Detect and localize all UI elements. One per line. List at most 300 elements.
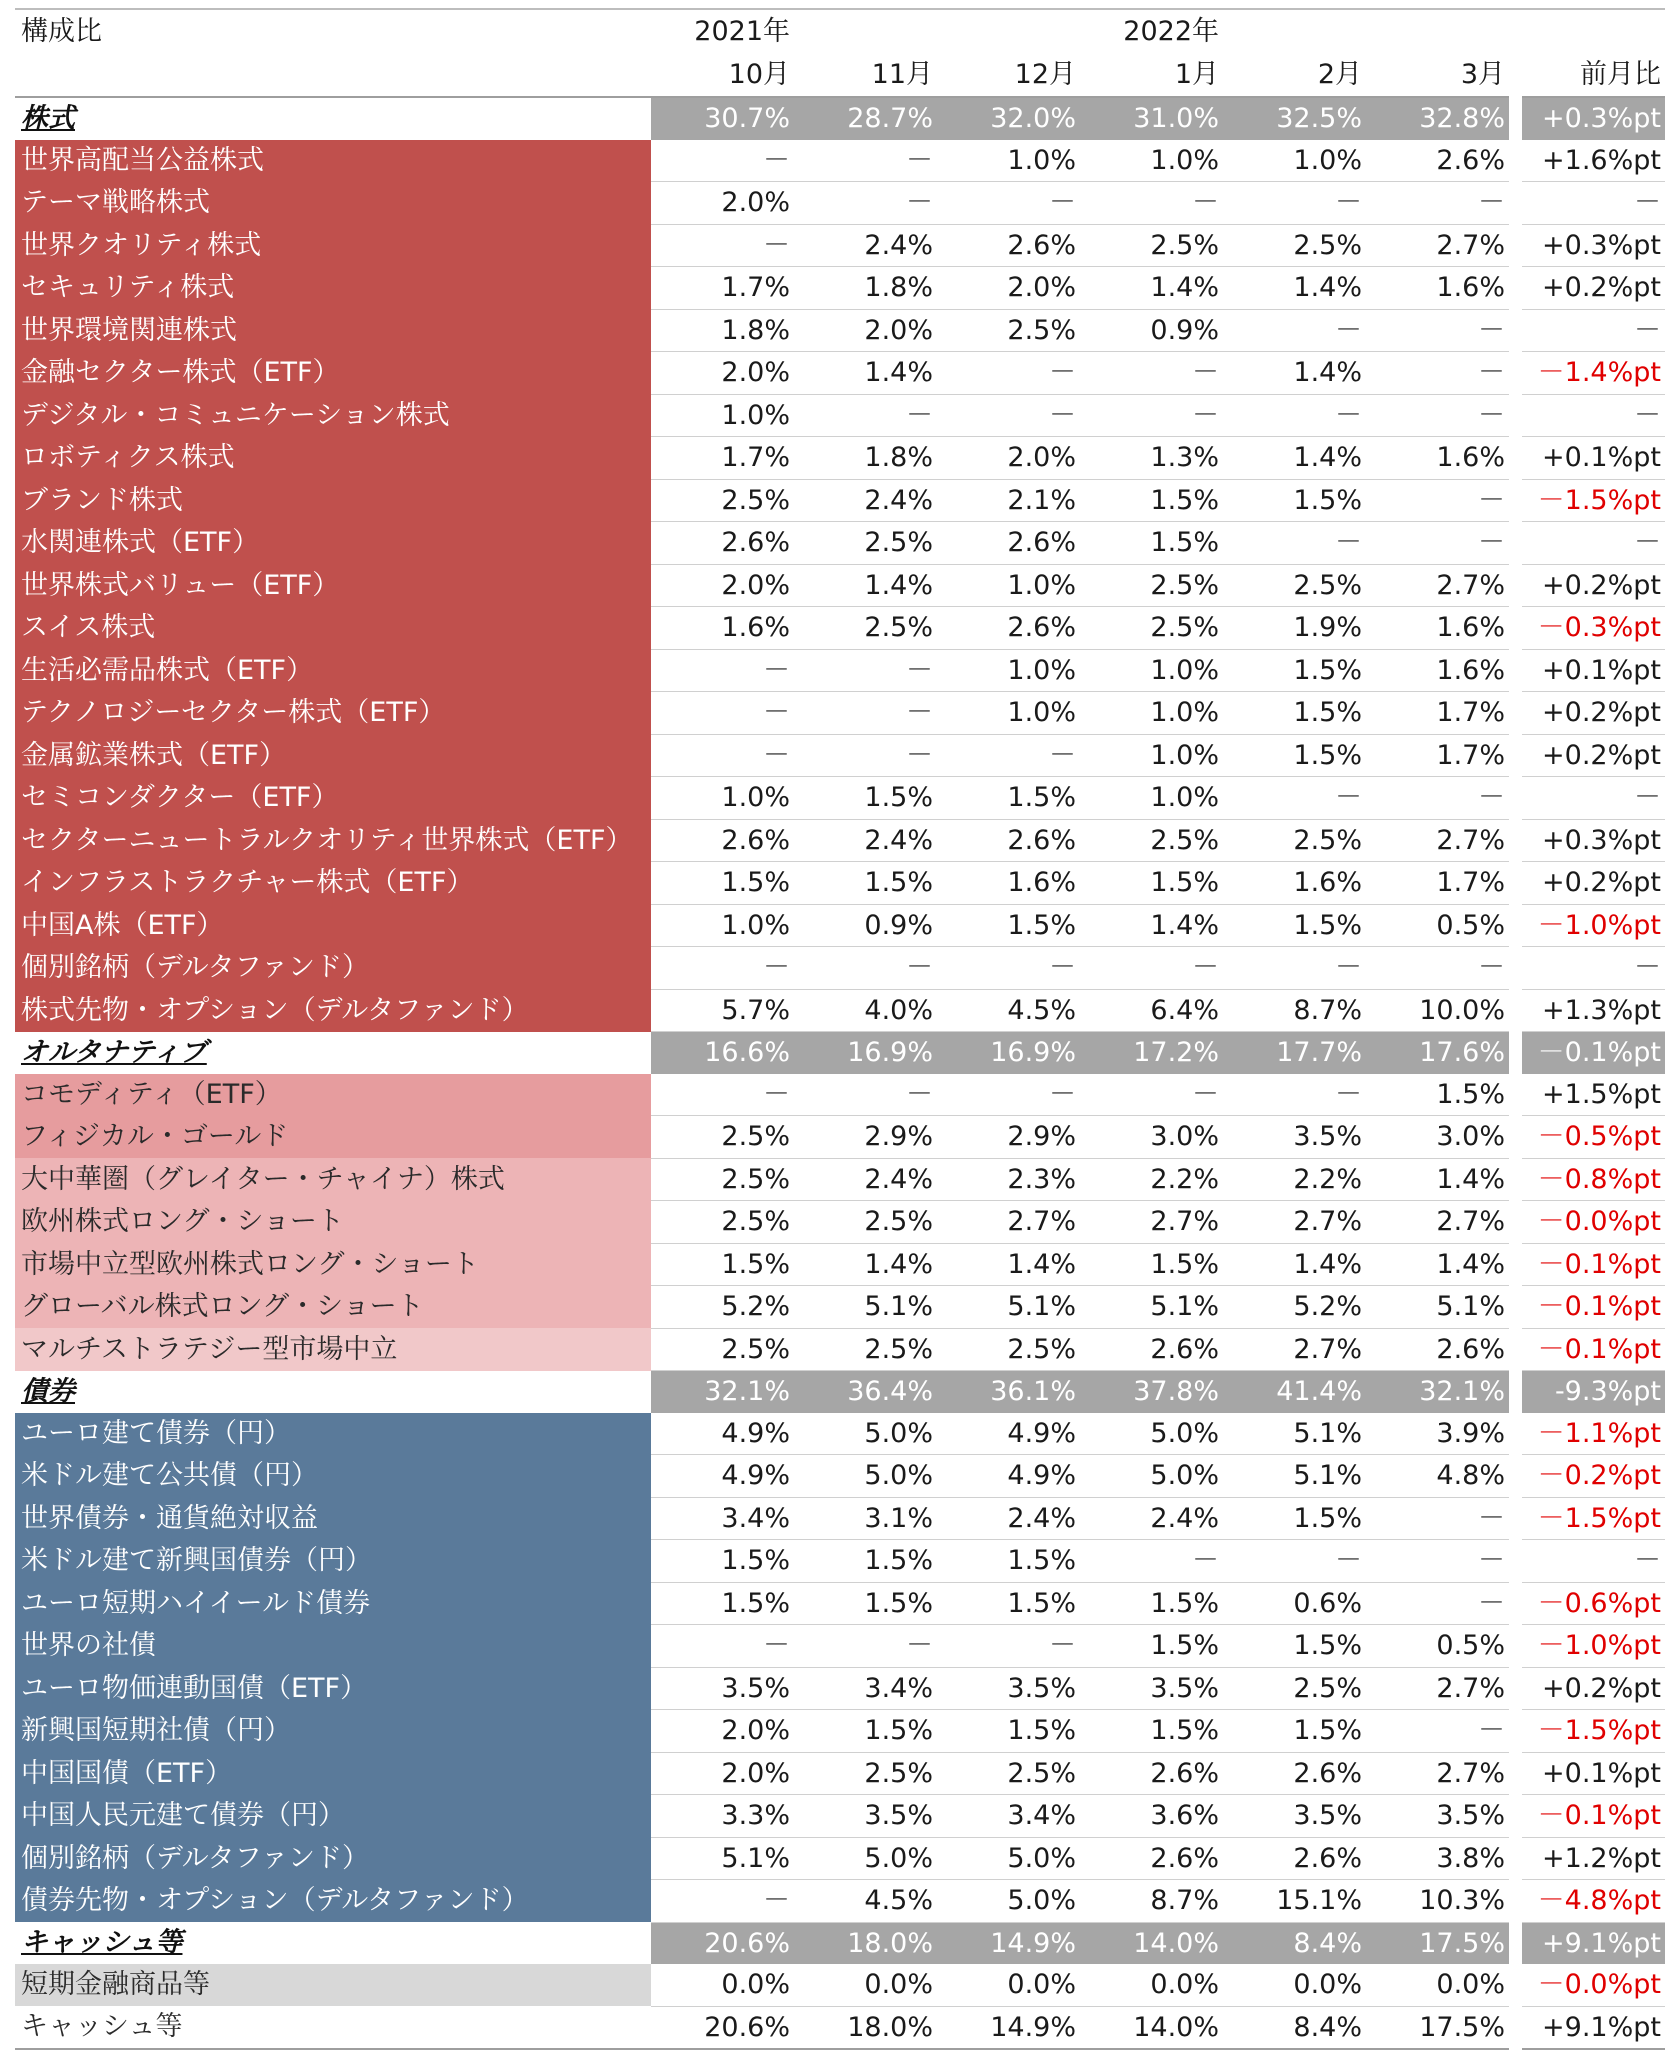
column-gap <box>1509 1795 1522 1838</box>
table-row <box>15 1116 1665 1159</box>
fund-value: 2.5% <box>651 479 794 522</box>
month-header: 3月 <box>1366 53 1509 97</box>
table-row <box>15 947 1665 990</box>
column-gap <box>1509 904 1522 947</box>
column-gap <box>1509 394 1522 437</box>
fund-diff: －0.1%pt <box>1522 1286 1665 1329</box>
fund-value: 1.4% <box>1223 267 1366 310</box>
category-value: 17.2% <box>1080 1032 1223 1074</box>
fund-value: 2.9% <box>794 1116 937 1159</box>
allocation-table <box>15 8 1665 2050</box>
fund-value: － <box>1080 947 1223 990</box>
fund-label: 世界債券・通貨絶対収益 <box>15 1497 651 1540</box>
header-row-years <box>15 9 1665 53</box>
fund-label: 世界クオリティ株式 <box>15 224 651 267</box>
fund-value: 2.6% <box>651 522 794 565</box>
table-row <box>15 989 1665 1032</box>
fund-value: 2.6% <box>937 522 1080 565</box>
fund-value: 5.1% <box>937 1286 1080 1329</box>
fund-value: 2.5% <box>1080 819 1223 862</box>
column-gap <box>1509 1582 1522 1625</box>
month-header: 1月 <box>1080 53 1223 97</box>
category-label: 債券 <box>15 1371 651 1413</box>
fund-label: セクターニュートラルクオリティ世界株式（ETF） <box>15 819 651 862</box>
fund-value: － <box>937 734 1080 777</box>
fund-value: － <box>1223 1540 1366 1583</box>
fund-value: 2.5% <box>794 1201 937 1244</box>
fund-label: 市場中立型欧州株式ロング・ショート <box>15 1243 651 1286</box>
column-gap <box>1509 1837 1522 1880</box>
fund-value: 5.1% <box>1223 1413 1366 1455</box>
fund-value: 2.7% <box>1366 819 1509 862</box>
fund-value: － <box>651 1880 794 1923</box>
fund-value: － <box>651 1074 794 1116</box>
fund-value: 1.7% <box>651 267 794 310</box>
fund-value: 3.5% <box>651 1667 794 1710</box>
fund-value: 5.1% <box>1366 1286 1509 1329</box>
table-row <box>15 2006 1665 2049</box>
category-value: 16.6% <box>651 1032 794 1074</box>
fund-value: 3.4% <box>651 1497 794 1540</box>
fund-value: 1.0% <box>937 564 1080 607</box>
fund-value: － <box>1366 1540 1509 1583</box>
fund-value: 4.9% <box>937 1455 1080 1498</box>
fund-label: 水関連株式（ETF） <box>15 522 651 565</box>
fund-value: 2.7% <box>1223 1328 1366 1371</box>
fund-value: － <box>1366 1497 1509 1540</box>
fund-diff: +0.3%pt <box>1522 224 1665 267</box>
table-row <box>15 1540 1665 1583</box>
fund-diff: －0.1%pt <box>1522 1328 1665 1371</box>
fund-value: 2.6% <box>1223 1837 1366 1880</box>
fund-diff: +9.1%pt <box>1522 2006 1665 2049</box>
category-row <box>15 97 1665 140</box>
category-diff: －0.1%pt <box>1522 1032 1665 1074</box>
fund-label: 中国国債（ETF） <box>15 1752 651 1795</box>
fund-value: 2.5% <box>1223 1667 1366 1710</box>
fund-label: 中国A株（ETF） <box>15 904 651 947</box>
fund-value: 1.5% <box>1223 734 1366 777</box>
fund-value: 1.6% <box>937 862 1080 905</box>
column-gap <box>1509 1540 1522 1583</box>
fund-value: 1.6% <box>1223 862 1366 905</box>
table-row <box>15 352 1665 395</box>
fund-value: 14.0% <box>1080 2006 1223 2049</box>
fund-diff: －1.1%pt <box>1522 1413 1665 1455</box>
fund-diff: － <box>1522 777 1665 820</box>
fund-value: 2.7% <box>1366 224 1509 267</box>
category-diff: +0.3%pt <box>1522 97 1665 140</box>
fund-value: 0.5% <box>1366 1625 1509 1668</box>
fund-value: 1.3% <box>1080 437 1223 480</box>
fund-value: － <box>1366 479 1509 522</box>
fund-value: 2.7% <box>1366 1667 1509 1710</box>
fund-value: － <box>1366 777 1509 820</box>
table-title: 構成比 <box>15 9 651 53</box>
column-gap <box>1509 1158 1522 1201</box>
fund-value: 2.4% <box>794 819 937 862</box>
column-gap <box>1509 777 1522 820</box>
fund-diff: －0.0%pt <box>1522 1964 1665 2006</box>
fund-value: － <box>794 692 937 735</box>
fund-label: 短期金融商品等 <box>15 1964 651 2006</box>
fund-value: 2.0% <box>651 1710 794 1753</box>
fund-value: 5.2% <box>651 1286 794 1329</box>
fund-value: － <box>1080 182 1223 225</box>
column-gap <box>1509 734 1522 777</box>
fund-value: 4.9% <box>651 1455 794 1498</box>
table-row <box>15 1625 1665 1668</box>
fund-value: 1.0% <box>651 904 794 947</box>
column-gap <box>1509 1116 1522 1159</box>
fund-value: － <box>794 140 937 182</box>
fund-value: 1.4% <box>1366 1243 1509 1286</box>
fund-value: 1.0% <box>1223 140 1366 182</box>
fund-value: 3.0% <box>1366 1116 1509 1159</box>
fund-value: 2.5% <box>1223 224 1366 267</box>
fund-value: 1.7% <box>1366 692 1509 735</box>
fund-diff: +0.2%pt <box>1522 564 1665 607</box>
fund-label: テーマ戦略株式 <box>15 182 651 225</box>
fund-value: 2.0% <box>651 182 794 225</box>
fund-value: 1.5% <box>1080 522 1223 565</box>
fund-value: 2.6% <box>1080 1837 1223 1880</box>
column-gap <box>1509 1752 1522 1795</box>
fund-value: 3.5% <box>1223 1795 1366 1838</box>
fund-value: 1.0% <box>1080 777 1223 820</box>
column-gap <box>1509 1074 1522 1116</box>
fund-diff: +0.3%pt <box>1522 819 1665 862</box>
category-value: 14.9% <box>937 1922 1080 1964</box>
column-gap <box>1509 1922 1522 1964</box>
table-row <box>15 1074 1665 1116</box>
fund-value: 1.5% <box>651 862 794 905</box>
fund-value: 1.0% <box>651 394 794 437</box>
fund-value: 0.0% <box>1080 1964 1223 2006</box>
fund-value: 4.5% <box>937 989 1080 1032</box>
fund-value: 3.4% <box>937 1795 1080 1838</box>
fund-value: 5.1% <box>1080 1286 1223 1329</box>
fund-value: 10.0% <box>1366 989 1509 1032</box>
fund-value: 1.7% <box>651 437 794 480</box>
fund-value: － <box>651 692 794 735</box>
fund-value: 2.6% <box>1080 1328 1223 1371</box>
fund-value: － <box>937 947 1080 990</box>
table-row <box>15 522 1665 565</box>
fund-value: 0.5% <box>1366 904 1509 947</box>
table-row <box>15 1328 1665 1371</box>
category-value: 36.4% <box>794 1371 937 1413</box>
table-row <box>15 309 1665 352</box>
fund-label: 金融セクター株式（ETF） <box>15 352 651 395</box>
fund-value: 2.4% <box>937 1497 1080 1540</box>
fund-value: 3.5% <box>794 1795 937 1838</box>
fund-value: 5.2% <box>1223 1286 1366 1329</box>
table-row <box>15 1243 1665 1286</box>
category-value: 28.7% <box>794 97 937 140</box>
fund-value: － <box>794 1625 937 1668</box>
column-gap <box>1509 182 1522 225</box>
fund-value: 0.0% <box>651 1964 794 2006</box>
fund-value: 1.5% <box>794 1582 937 1625</box>
column-gap <box>1509 1964 1522 2006</box>
fund-value: 1.5% <box>937 1710 1080 1753</box>
fund-value: 1.5% <box>937 1582 1080 1625</box>
table-row <box>15 1752 1665 1795</box>
column-gap <box>1509 267 1522 310</box>
fund-value: 0.9% <box>794 904 937 947</box>
fund-label: コモディティ（ETF） <box>15 1074 651 1116</box>
fund-diff: +1.6%pt <box>1522 140 1665 182</box>
fund-diff: +0.1%pt <box>1522 1752 1665 1795</box>
fund-diff: +0.2%pt <box>1522 267 1665 310</box>
fund-label: 世界高配当公益株式 <box>15 140 651 182</box>
fund-value: － <box>1080 394 1223 437</box>
fund-value: － <box>1366 182 1509 225</box>
fund-diff: － <box>1522 309 1665 352</box>
fund-value: 2.5% <box>1080 564 1223 607</box>
fund-value: － <box>937 352 1080 395</box>
fund-diff: +1.5%pt <box>1522 1074 1665 1116</box>
fund-value: 2.5% <box>937 1752 1080 1795</box>
year-2022-label: 2022年 <box>1080 9 1223 53</box>
fund-value: 4.9% <box>937 1413 1080 1455</box>
month-header: 10月 <box>651 53 794 97</box>
fund-value: 4.0% <box>794 989 937 1032</box>
fund-value: 1.4% <box>794 1243 937 1286</box>
fund-value: 1.0% <box>1080 140 1223 182</box>
column-gap <box>1509 564 1522 607</box>
fund-value: 2.7% <box>1366 1201 1509 1244</box>
fund-label: セキュリティ株式 <box>15 267 651 310</box>
fund-value: 1.5% <box>1080 1625 1223 1668</box>
column-gap <box>1509 947 1522 990</box>
fund-diff: －0.0%pt <box>1522 1201 1665 1244</box>
fund-diff: +0.2%pt <box>1522 862 1665 905</box>
fund-value: 2.7% <box>937 1201 1080 1244</box>
fund-value: 5.1% <box>1223 1455 1366 1498</box>
column-gap <box>1509 862 1522 905</box>
fund-value: 2.6% <box>1223 1752 1366 1795</box>
fund-value: 2.3% <box>937 1158 1080 1201</box>
fund-label: グローバル株式ロング・ショート <box>15 1286 651 1329</box>
category-value: 17.6% <box>1366 1032 1509 1074</box>
fund-value: 4.5% <box>794 1880 937 1923</box>
column-gap <box>1509 437 1522 480</box>
fund-value: 15.1% <box>1223 1880 1366 1923</box>
fund-value: － <box>1223 522 1366 565</box>
fund-label: 債券先物・オプション（デルタファンド） <box>15 1880 651 1923</box>
fund-value: 2.6% <box>1080 1752 1223 1795</box>
fund-diff: －0.1%pt <box>1522 1243 1665 1286</box>
table-row <box>15 1964 1665 2006</box>
fund-value: 18.0% <box>794 2006 937 2049</box>
fund-value: 2.5% <box>651 1201 794 1244</box>
fund-value: － <box>1223 947 1366 990</box>
fund-value: 1.5% <box>1223 692 1366 735</box>
fund-value: 1.5% <box>1080 1243 1223 1286</box>
fund-value: 1.5% <box>794 1540 937 1583</box>
fund-diff: －0.1%pt <box>1522 1795 1665 1838</box>
fund-value: － <box>1366 1582 1509 1625</box>
fund-value: 5.1% <box>651 1837 794 1880</box>
fund-value: 0.0% <box>937 1964 1080 2006</box>
fund-value: 1.5% <box>937 777 1080 820</box>
fund-label: デジタル・コミュニケーション株式 <box>15 394 651 437</box>
fund-value: 2.5% <box>794 1328 937 1371</box>
column-gap <box>1509 522 1522 565</box>
fund-value: 3.3% <box>651 1795 794 1838</box>
fund-value: 8.4% <box>1223 2006 1366 2049</box>
fund-value: 1.6% <box>1366 649 1509 692</box>
fund-value: 1.4% <box>794 564 937 607</box>
fund-value: 2.7% <box>1366 1752 1509 1795</box>
fund-diff: － <box>1522 947 1665 990</box>
fund-value: 0.0% <box>1223 1964 1366 2006</box>
category-value: 18.0% <box>794 1922 937 1964</box>
fund-value: 4.9% <box>651 1413 794 1455</box>
fund-value: 2.5% <box>794 522 937 565</box>
fund-value: － <box>937 182 1080 225</box>
column-gap <box>1509 1455 1522 1498</box>
month-header: 12月 <box>937 53 1080 97</box>
fund-value: － <box>1366 352 1509 395</box>
fund-value: － <box>1366 1710 1509 1753</box>
fund-label: 米ドル建て公共債（円） <box>15 1455 651 1498</box>
fund-value: 2.5% <box>1223 819 1366 862</box>
fund-label: ブランド株式 <box>15 479 651 522</box>
fund-value: － <box>1366 947 1509 990</box>
column-gap <box>1509 649 1522 692</box>
fund-value: 6.4% <box>1080 989 1223 1032</box>
fund-label: ユーロ建て債券（円） <box>15 1413 651 1455</box>
fund-label: 世界の社債 <box>15 1625 651 1668</box>
category-value: 30.7% <box>651 97 794 140</box>
category-label: キャッシュ等 <box>15 1922 651 1964</box>
fund-value: － <box>1366 309 1509 352</box>
column-gap <box>1509 140 1522 182</box>
fund-value: 1.4% <box>1080 267 1223 310</box>
fund-label: 世界株式バリュー（ETF） <box>15 564 651 607</box>
column-gap <box>1509 352 1522 395</box>
fund-value: 5.0% <box>1080 1413 1223 1455</box>
fund-value: 14.9% <box>937 2006 1080 2049</box>
fund-label: フィジカル・ゴールド <box>15 1116 651 1159</box>
category-value: 36.1% <box>937 1371 1080 1413</box>
fund-value: 1.0% <box>1080 734 1223 777</box>
category-row <box>15 1032 1665 1074</box>
table-row <box>15 267 1665 310</box>
fund-value: 0.0% <box>1366 1964 1509 2006</box>
fund-value: 5.0% <box>1080 1455 1223 1498</box>
column-gap <box>1509 607 1522 650</box>
fund-value: 1.5% <box>1223 1710 1366 1753</box>
table-row <box>15 734 1665 777</box>
fund-value: 1.4% <box>1223 1243 1366 1286</box>
fund-value: 3.6% <box>1080 1795 1223 1838</box>
table-row <box>15 479 1665 522</box>
fund-label: 生活必需品株式（ETF） <box>15 649 651 692</box>
fund-value: 1.6% <box>1366 437 1509 480</box>
table-body <box>15 9 1665 2049</box>
column-gap <box>1509 1371 1522 1413</box>
fund-value: 3.5% <box>1223 1116 1366 1159</box>
fund-value: 3.5% <box>937 1667 1080 1710</box>
month-header: 2月 <box>1223 53 1366 97</box>
category-row <box>15 1371 1665 1413</box>
table-row <box>15 1837 1665 1880</box>
column-gap <box>1509 1243 1522 1286</box>
fund-value: 2.2% <box>1223 1158 1366 1201</box>
fund-value: － <box>937 1074 1080 1116</box>
column-gap <box>1509 1667 1522 1710</box>
fund-value: 2.5% <box>794 1752 937 1795</box>
column-gap <box>1509 479 1522 522</box>
table-row <box>15 1582 1665 1625</box>
fund-value: 1.0% <box>1080 692 1223 735</box>
fund-label: マルチストラテジー型市場中立 <box>15 1328 651 1371</box>
fund-value: 1.0% <box>937 140 1080 182</box>
fund-diff: －0.6%pt <box>1522 1582 1665 1625</box>
fund-value: 1.5% <box>937 1540 1080 1583</box>
fund-label: 新興国短期社債（円） <box>15 1710 651 1753</box>
table-row <box>15 1455 1665 1498</box>
category-label: オルタナティブ <box>15 1032 651 1074</box>
fund-value: 1.5% <box>937 904 1080 947</box>
fund-value: － <box>1223 182 1366 225</box>
fund-value: 10.3% <box>1366 1880 1509 1923</box>
fund-label: 金属鉱業株式（ETF） <box>15 734 651 777</box>
fund-value: － <box>651 140 794 182</box>
fund-value: 1.5% <box>1223 479 1366 522</box>
fund-diff: +0.1%pt <box>1522 649 1665 692</box>
fund-diff: － <box>1522 394 1665 437</box>
table-row <box>15 1201 1665 1244</box>
column-gap <box>1509 309 1522 352</box>
column-gap <box>1509 1413 1522 1455</box>
table-row <box>15 1710 1665 1753</box>
category-value: 17.7% <box>1223 1032 1366 1074</box>
table-row <box>15 607 1665 650</box>
fund-value: － <box>1366 522 1509 565</box>
fund-label: 大中華圏（グレイター・チャイナ）株式 <box>15 1158 651 1201</box>
fund-value: 0.0% <box>794 1964 937 2006</box>
fund-value: 2.6% <box>937 607 1080 650</box>
table-row <box>15 224 1665 267</box>
fund-value: 1.5% <box>1080 1582 1223 1625</box>
fund-value: 2.0% <box>937 267 1080 310</box>
fund-value: 1.5% <box>794 777 937 820</box>
fund-value: 2.5% <box>937 1328 1080 1371</box>
fund-value: 2.0% <box>794 309 937 352</box>
fund-value: 2.4% <box>794 479 937 522</box>
fund-diff: －0.5%pt <box>1522 1116 1665 1159</box>
table-row <box>15 819 1665 862</box>
fund-value: 2.6% <box>937 819 1080 862</box>
fund-value: 0.9% <box>1080 309 1223 352</box>
fund-label: スイス株式 <box>15 607 651 650</box>
fund-value: 1.0% <box>937 649 1080 692</box>
fund-value: 1.8% <box>794 437 937 480</box>
category-value: 32.0% <box>937 97 1080 140</box>
fund-value: 2.5% <box>1080 607 1223 650</box>
fund-value: － <box>651 1625 794 1668</box>
table-row <box>15 140 1665 182</box>
table-row <box>15 1158 1665 1201</box>
fund-diff: －1.0%pt <box>1522 904 1665 947</box>
fund-label: ロボティクス株式 <box>15 437 651 480</box>
category-value: 37.8% <box>1080 1371 1223 1413</box>
